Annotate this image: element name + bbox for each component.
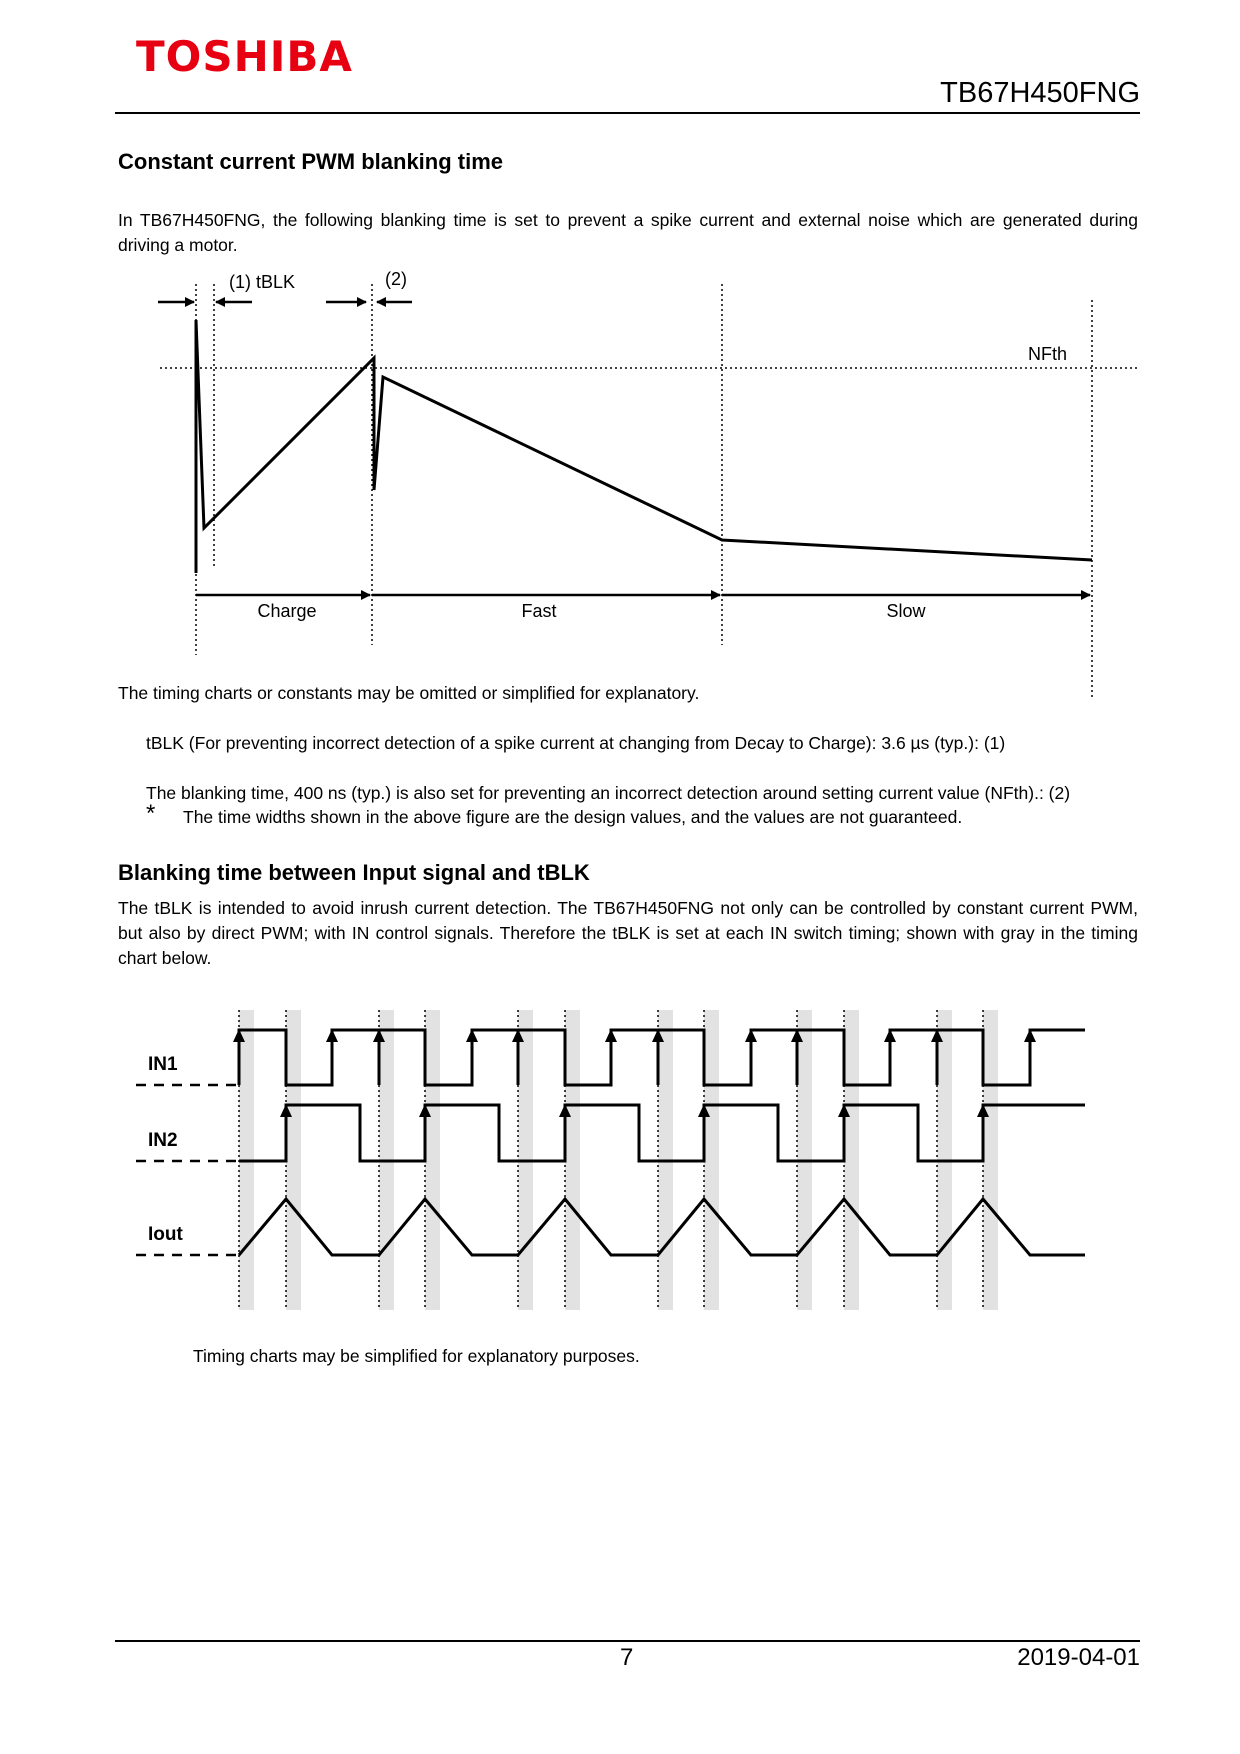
section-title-pwm-blanking: Constant current PWM blanking time <box>118 149 504 174</box>
asterisk-marker: * <box>146 800 156 827</box>
signal-label-in1: IN1 <box>148 1054 178 1075</box>
signal-label-in2: IN2 <box>148 1130 178 1151</box>
blanking-band <box>565 1010 580 1310</box>
label-charge: Charge <box>257 601 317 621</box>
blanking-band <box>983 1010 998 1310</box>
document-date: 2019-04-01 <box>1017 1644 1140 1671</box>
blanking-band <box>704 1010 719 1310</box>
label-fast: Fast <box>521 601 557 621</box>
blanking-band <box>286 1010 301 1310</box>
label-tblk: (1) tBLK <box>229 272 296 292</box>
footer-rule <box>115 1640 1140 1642</box>
note-blanking: The blanking time, 400 ns (typ.) is also set for preventing an incorrect detection around setting current value (NFth).: (2) <box>146 783 1071 803</box>
blanking-band <box>425 1010 440 1310</box>
intro-paragraph: In TB67H450FNG, the following blanking time is set to prevent a spike current and external noise which are generated during driving a motor. <box>118 210 1138 255</box>
label-slow: Slow <box>886 601 926 621</box>
toshiba-logo: TOSHIBA <box>136 32 353 81</box>
section-title-input-blanking: Blanking time between Input signal and tBLK <box>118 860 590 885</box>
note-omitted: The timing charts or constants may be omitted or simplified for explanatory. <box>118 683 700 703</box>
label-blanking-2: (2) <box>385 269 407 289</box>
label-nfth: NFth <box>1028 344 1068 364</box>
section2-body: The tBLK is intended to avoid inrush current detection. The TB67H450FNG not only can be controlled by constant current PWM, but also by direct PWM; with IN control signals. Therefore the tBLK is set at each IN switch timing; shown with gray in the timing chart below. <box>118 898 1138 968</box>
note-tblk: tBLK (For preventing incorrect detection of a spike current at changing from Decay to Charge): 3.6 µs (typ.): (1) <box>146 733 1006 753</box>
note-design-values: The time widths shown in the above figure are the design values, and the values are not guaranteed. <box>183 807 963 827</box>
blanking-band <box>844 1010 859 1310</box>
document-number: TB67H450FNG <box>940 77 1140 109</box>
timing-caption: Timing charts may be simplified for explanatory purposes. <box>193 1346 640 1366</box>
page-number: 7 <box>620 1644 634 1671</box>
signal-label-iout: Iout <box>148 1224 183 1245</box>
